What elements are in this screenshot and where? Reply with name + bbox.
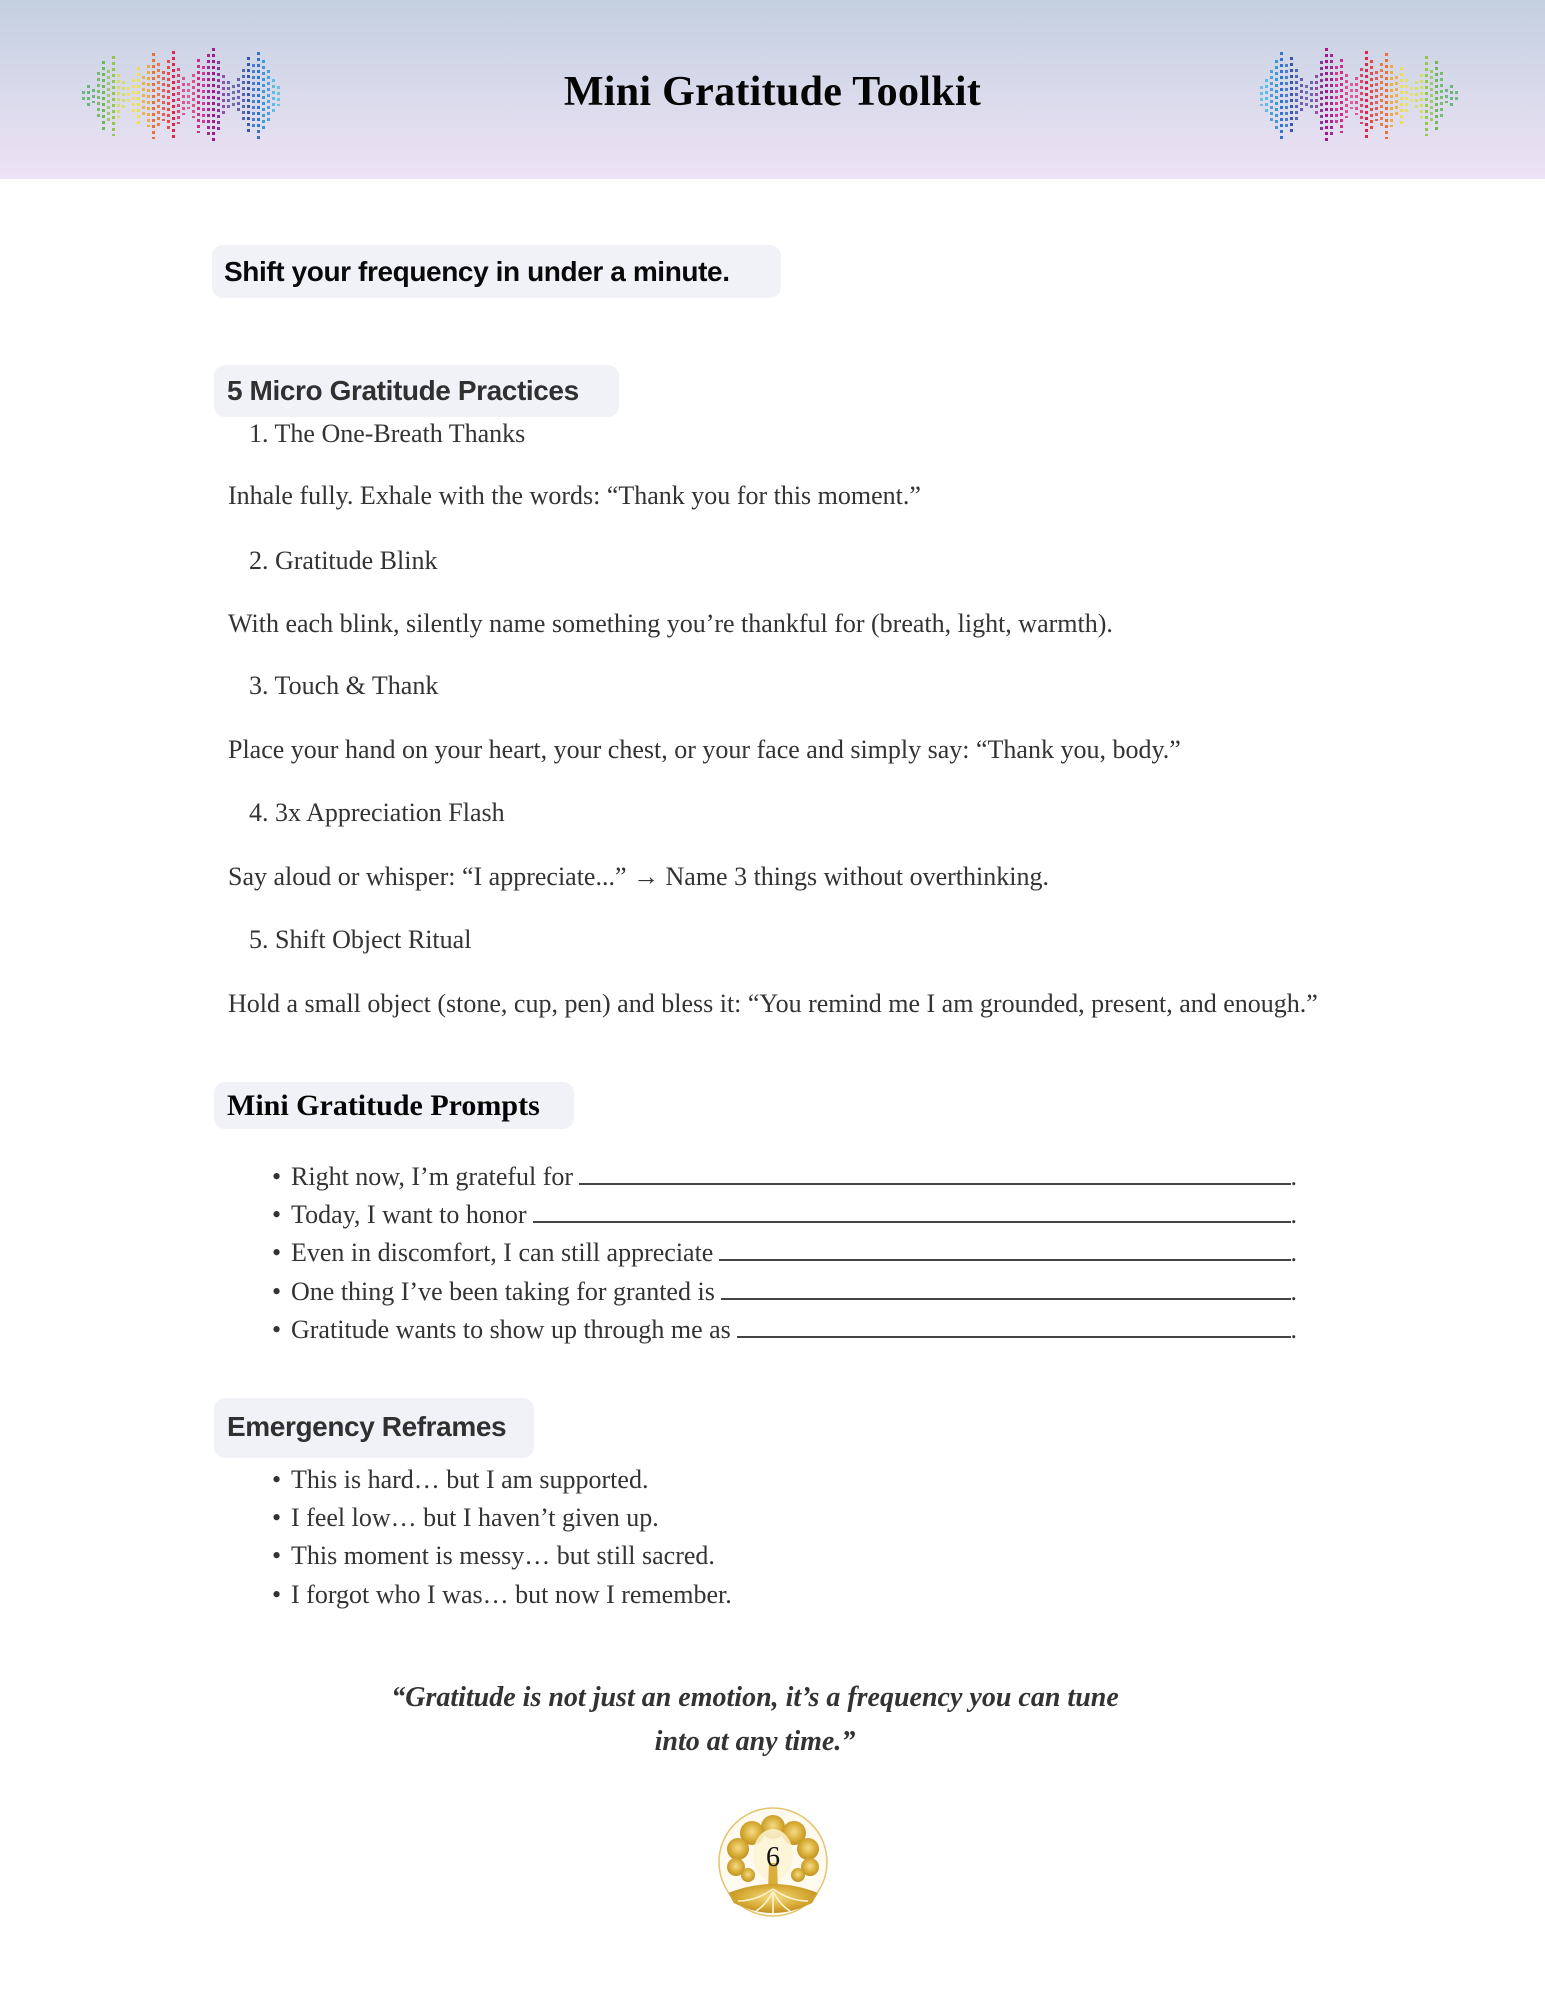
- wave-bar: [1445, 89, 1448, 103]
- prompt-item: [272, 1196, 1297, 1234]
- prompt-text: Gratitude wants to show up through me as: [291, 1314, 731, 1344]
- prompt-blank-line[interactable]: [719, 1237, 1290, 1261]
- prompt-end-mark: .: [1290, 1162, 1297, 1191]
- wave-bar: [1415, 81, 1418, 111]
- prompt-end-mark: .: [1290, 1314, 1297, 1344]
- prompt-end-mark: .: [1290, 1200, 1297, 1230]
- reframe-item: [272, 1537, 1072, 1575]
- prompt-text: Today, I want to honor: [291, 1200, 527, 1230]
- wave-bar: [1390, 65, 1393, 127]
- prompts-list: [272, 1158, 1297, 1349]
- prompt-blank-line[interactable]: [579, 1161, 1290, 1185]
- prompt-item: [272, 1273, 1297, 1311]
- wave-bar: [1365, 51, 1368, 141]
- tagline-heading: Shift your frequency in under a minute.: [212, 245, 781, 298]
- wave-bar: [1310, 81, 1313, 111]
- wave-bar: [1385, 53, 1388, 139]
- prompt-blank-line[interactable]: [533, 1199, 1291, 1223]
- wave-bar: [1305, 85, 1308, 107]
- prompt-blank-line[interactable]: [737, 1314, 1291, 1338]
- wave-bar: [1285, 64, 1288, 128]
- wave-bar: [1430, 70, 1433, 122]
- page-title: Mini Gratitude Toolkit: [563, 69, 982, 115]
- wave-bar: [1360, 68, 1363, 124]
- wave-bar: [1265, 79, 1268, 113]
- reframe-item: [272, 1499, 1072, 1537]
- bullet-icon: •: [272, 1314, 282, 1344]
- practice-title: 2. Gratitude Blink: [249, 546, 438, 575]
- wave-bar: [1450, 85, 1453, 107]
- bullet-icon: •: [272, 1238, 282, 1268]
- wave-bar: [1320, 61, 1323, 131]
- wave-bar: [1270, 70, 1273, 122]
- prompts-section-heading: Mini Gratitude Prompts: [214, 1082, 574, 1129]
- reframe-text: This is hard… but I am supported.: [291, 1465, 649, 1494]
- wave-bar: [1440, 72, 1443, 120]
- practice-title: 1. The One-Breath Thanks: [249, 419, 526, 448]
- wave-bar: [1300, 78, 1303, 114]
- bullet-icon: •: [272, 1465, 282, 1494]
- wave-bar: [1290, 57, 1293, 135]
- prompt-item: [272, 1234, 1297, 1272]
- practice-title: 5. Shift Object Ritual: [249, 925, 472, 954]
- prompt-text: One thing I’ve been taking for granted is: [291, 1276, 715, 1306]
- wave-bar: [1295, 69, 1298, 123]
- wave-bar: [1400, 67, 1403, 125]
- wave-bar: [1395, 76, 1398, 116]
- quote-line-2: into at any time.”: [654, 1726, 856, 1757]
- bullet-icon: •: [272, 1200, 282, 1230]
- quote-line-1: “Gratitude is not just an emotion, it’s a frequency you can tune: [391, 1682, 1119, 1713]
- practice-description: Inhale fully. Exhale with the words: “Thank you for this moment.”: [228, 481, 921, 510]
- closing-quote: [340, 1676, 1170, 1764]
- reframe-item: [272, 1576, 1072, 1614]
- bullet-icon: •: [272, 1579, 282, 1609]
- practice-title: 4. 3x Appreciation Flash: [249, 798, 505, 827]
- wave-bar: [1435, 61, 1438, 131]
- reframe-text: I forgot who I was… but now I remember.: [291, 1579, 732, 1609]
- practice-description: Place your hand on your heart, your chest, or your face and simply say: “Thank you, body.”: [228, 735, 1181, 764]
- wave-bar: [1455, 91, 1458, 101]
- prompt-item: [272, 1158, 1297, 1196]
- page-number: 6: [766, 1842, 780, 1873]
- prompt-item: [272, 1311, 1297, 1349]
- wave-bar: [1350, 83, 1353, 109]
- reframe-item: [272, 1461, 1072, 1499]
- reframes-list: [272, 1461, 1072, 1614]
- reframe-text: This moment is messy… but still sacred.: [291, 1541, 715, 1571]
- wave-bar: [1340, 59, 1343, 133]
- wave-bar: [1425, 56, 1428, 136]
- reframe-text: I feel low… but I haven’t given up.: [291, 1503, 659, 1533]
- wave-bar: [1405, 79, 1408, 113]
- practice-description: Say aloud or whisper: “I appreciate...” → Name 3 things without overthinking.: [228, 862, 1049, 891]
- practice-title: 3. Touch & Thank: [249, 671, 439, 700]
- wave-bar: [1275, 60, 1278, 132]
- bullet-icon: •: [272, 1541, 282, 1571]
- bullet-icon: •: [272, 1162, 282, 1191]
- prompt-text: Even in discomfort, I can still appreciate: [291, 1238, 714, 1268]
- prompt-text: Right now, I’m grateful for: [291, 1162, 574, 1191]
- wave-bar: [1370, 60, 1373, 132]
- wave-bar: [1410, 87, 1413, 105]
- page-header-band: [0, 0, 1545, 179]
- practice-description: With each blink, silently name something you’re thankful for (breath, light, warmth).: [228, 609, 1113, 638]
- wave-bar: [1375, 71, 1378, 121]
- prompt-end-mark: .: [1290, 1276, 1297, 1306]
- reframes-section-heading: Emergency Reframes: [214, 1398, 534, 1458]
- wave-bar: [1325, 48, 1328, 144]
- bullet-icon: •: [272, 1503, 282, 1533]
- wave-bar: [1260, 86, 1263, 106]
- wave-bar: [1280, 52, 1283, 140]
- practice-description: Hold a small object (stone, cup, pen) and bless it: “You remind me I am grounded, present, and enough.”: [228, 989, 1318, 1018]
- sound-wave-right-icon: [1260, 48, 1465, 144]
- practices-section-heading: 5 Micro Gratitude Practices: [214, 365, 619, 417]
- wave-bar: [1335, 66, 1338, 126]
- prompt-end-mark: .: [1290, 1238, 1297, 1268]
- wave-bar: [1420, 74, 1423, 118]
- wave-bar: [1380, 63, 1383, 129]
- wave-bar: [1355, 77, 1358, 115]
- wave-bar: [1330, 54, 1333, 138]
- bullet-icon: •: [272, 1276, 282, 1306]
- wave-bar: [1345, 74, 1348, 118]
- wave-bar: [1315, 75, 1318, 117]
- prompt-blank-line[interactable]: [721, 1276, 1291, 1300]
